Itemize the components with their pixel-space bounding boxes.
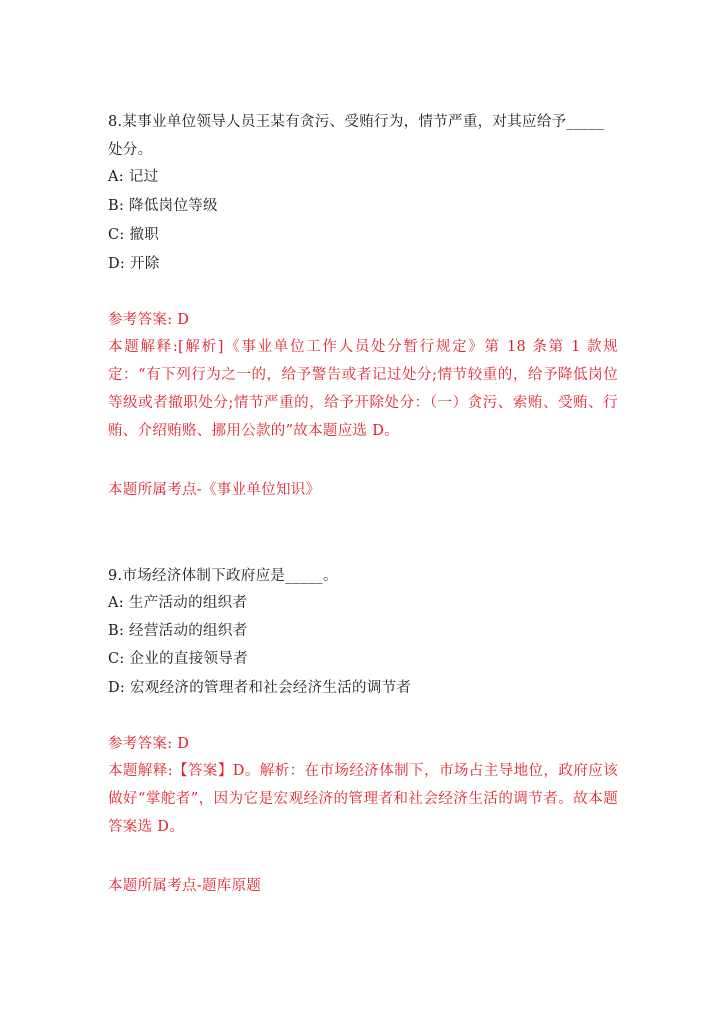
question-9-option-a: A: 生产活动的组织者 (108, 595, 248, 611)
question-9-point: 本题所属考点-题库原题 (108, 878, 262, 894)
question-8-explanation: 本题解释:[解析]《事业单位工作人员处分暂行规定》第 18 条第 1 款规定：“有下列行为之一的，给予警告或者记过处分;情节较重的，给予降低岗位等级或者撤职处分;情节严重的，给予开除处分：（一）贪污、索贿、受贿、行贿、介绍贿赂、挪用公款的”故本题应选 D。 (108, 339, 618, 439)
question-9-option-b: B: 经营活动的组织者 (108, 623, 248, 639)
question-8-answer: 参考答案: D (108, 312, 190, 328)
question-8-option-c: C: 撤职 (108, 227, 160, 243)
question-8-point: 本题所属考点-《事业单位知识》 (108, 482, 321, 498)
question-9-stem: 9.市场经济体制下政府应是_____。 (108, 568, 338, 584)
question-9-answer: 参考答案: D (108, 736, 190, 752)
question-9-option-d: D: 宏观经济的管理者和社会经济生活的调节者 (108, 680, 412, 696)
question-8-option-b: B: 降低岗位等级 (108, 198, 218, 214)
question-8-option-d: D: 开除 (108, 256, 160, 272)
question-8-option-a: A: 记过 (108, 169, 159, 185)
question-9-explanation: 本题解释:【答案】D。解析：在市场经济体制下，市场占主导地位，政府应该做好“掌舵者”，因为它是宏观经济的管理者和社会经济生活的调节者。故本题答案选 D。 (108, 763, 618, 835)
question-8-stem: 8.某事业单位领导人员王某有贪污、受贿行为，情节严重，对其应给予_____处分。 (108, 114, 605, 158)
question-9-option-c: C: 企业的直接领导者 (108, 651, 248, 667)
